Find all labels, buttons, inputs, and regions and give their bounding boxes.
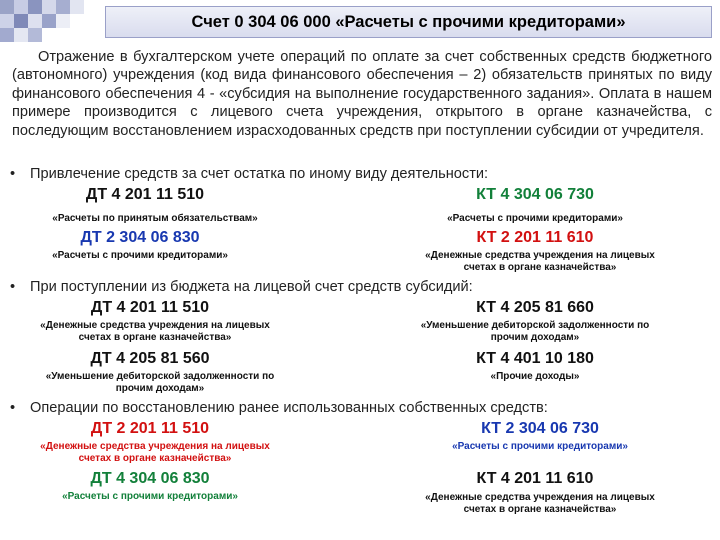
account-code: КТ 4 205 81 660 xyxy=(476,299,594,316)
entry-debit xyxy=(40,420,260,438)
intro-paragraph: Отражение в бухгалтерском учете операций по оплате за счет собственных средств бюджетного (автономного) учреждения (код вида финансового обеспечения – 2) обязательств принятых по виду финансового обеспечения 4 - «субсидия на выполнение государственного задания». Оплата в нашем примере производится с лицевого счета учреждения, открытого в органе казначейства, с последующим восстановлением израсходованных средств при поступлении субсидии от учредителя. xyxy=(12,49,712,139)
bullet-icon: • xyxy=(10,279,16,295)
account-description-line: счетах в органе казначейства» xyxy=(463,262,617,273)
account-code: ДТ 4 304 06 830 xyxy=(90,470,210,487)
decorative-squares xyxy=(0,0,110,50)
bullet-icon: • xyxy=(10,400,16,416)
account-code: ДТ 2 304 06 830 xyxy=(80,229,200,246)
section-heading-text: Операции по восстановлению ранее использованных собственных средств: xyxy=(30,400,548,416)
slide-title-bar xyxy=(105,6,712,38)
entry-description xyxy=(420,441,660,453)
account-code: ДТ 4 201 11 510 xyxy=(90,299,210,316)
entry-credit xyxy=(420,186,650,204)
account-description-line: «Уменьшение дебиторской задолженности по xyxy=(45,371,275,382)
account-description-line: счетах в органе казначейства» xyxy=(78,453,232,464)
account-code: ДТ 4 205 81 560 xyxy=(90,350,210,367)
account-code: КТ 2 201 11 610 xyxy=(476,229,594,246)
account-code: КТ 4 401 10 180 xyxy=(476,350,594,367)
section-2-heading xyxy=(10,279,473,295)
account-description-line: «Уменьшение дебиторской задолженности по xyxy=(420,320,650,331)
account-description-line: счетах в органе казначейства» xyxy=(78,332,232,343)
entry-description xyxy=(20,371,300,395)
section-1-heading xyxy=(10,166,488,182)
account-description: «Расчеты с прочими кредиторами» xyxy=(447,213,623,224)
entry-description xyxy=(390,492,690,516)
entry-credit xyxy=(420,470,650,488)
entry-description xyxy=(30,491,270,503)
entry-description xyxy=(385,320,685,344)
account-description: «Расчеты по принятым обязательствам» xyxy=(52,213,258,224)
slide-title: Счет 0 304 06 000 «Расчеты с прочими кредиторами» xyxy=(191,12,626,31)
account-code: КТ 2 304 06 730 xyxy=(481,420,599,437)
section-heading-text: Привлечение средств за счет остатка по иному виду деятельности: xyxy=(30,166,489,182)
account-description-line: «Денежные средства учреждения на лицевых xyxy=(40,441,270,452)
entry-debit xyxy=(40,186,250,204)
account-description-line: «Денежные средства учреждения на лицевых xyxy=(40,320,270,331)
account-description-line: прочим доходам» xyxy=(115,383,205,394)
account-code: ДТ 2 201 11 510 xyxy=(90,420,210,437)
account-code: КТ 4 201 11 610 xyxy=(476,470,594,487)
entry-description xyxy=(20,320,290,344)
entry-description xyxy=(395,213,675,225)
account-description-line: прочим доходам» xyxy=(490,332,580,343)
entry-debit xyxy=(40,470,260,488)
account-description-line: счетах в органе казначейства» xyxy=(463,504,617,515)
entry-description xyxy=(20,213,290,225)
account-description: «Расчеты с прочими кредиторами» xyxy=(52,250,228,261)
account-description: «Расчеты с прочими кредиторами» xyxy=(62,491,238,502)
account-code: КТ 4 304 06 730 xyxy=(476,186,594,203)
entry-debit xyxy=(40,350,260,368)
entry-credit xyxy=(420,350,650,368)
entry-credit xyxy=(420,229,650,247)
entry-description xyxy=(420,371,650,383)
account-description: «Расчеты с прочими кредиторами» xyxy=(452,441,628,452)
entry-description xyxy=(20,441,290,465)
account-description-line: «Денежные средства учреждения на лицевых xyxy=(425,250,655,261)
entry-debit xyxy=(40,299,260,317)
account-code: ДТ 4 201 11 510 xyxy=(85,186,205,203)
account-description-line: «Денежные средства учреждения на лицевых xyxy=(425,492,655,503)
entry-description xyxy=(395,250,685,274)
entry-debit xyxy=(30,229,250,247)
entry-credit xyxy=(420,420,660,438)
account-description: «Прочие доходы» xyxy=(490,371,580,382)
section-3-heading xyxy=(10,400,548,416)
entry-description xyxy=(20,250,260,262)
entry-credit xyxy=(420,299,650,317)
bullet-icon: • xyxy=(10,166,16,182)
section-heading-text: При поступлении из бюджета на лицевой счет средств субсидий: xyxy=(30,279,473,295)
